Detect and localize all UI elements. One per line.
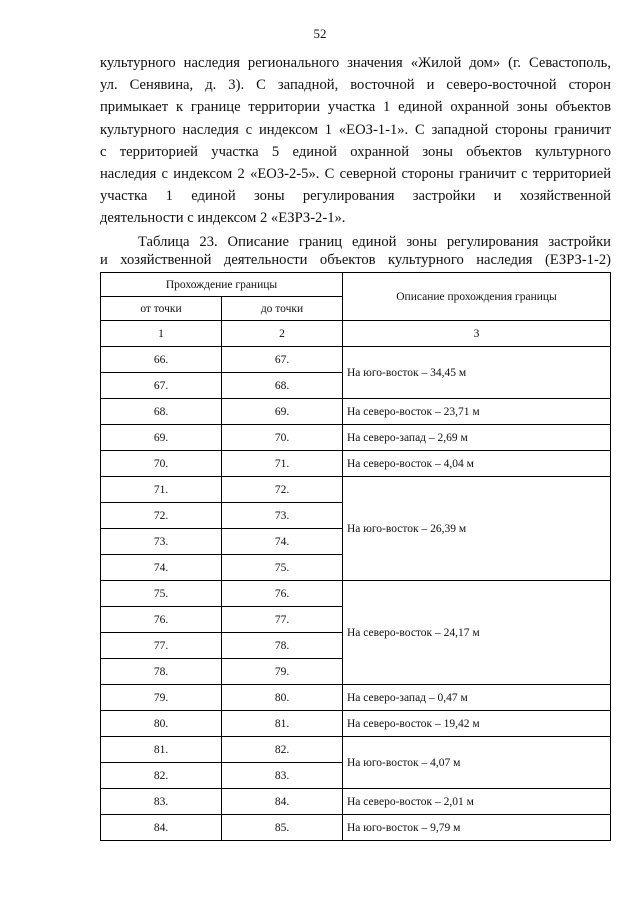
- from-point-cell: 82.: [101, 763, 222, 789]
- body-line: ул. Сенявина, д. 3). С западной, восточной и северо-восточной сторон: [100, 77, 611, 94]
- from-point-cell: 67.: [101, 373, 222, 399]
- table-row: [101, 815, 611, 841]
- page-number: 52: [313, 26, 327, 41]
- description-cell: На северо-восток – 4,04 м: [343, 451, 611, 477]
- from-point-cell: 83.: [101, 789, 222, 815]
- from-point-cell: 79.: [101, 685, 222, 711]
- header-boundary-passage: Прохождение границы: [101, 273, 343, 297]
- from-point-cell: 84.: [101, 815, 222, 841]
- to-point-cell: 77.: [222, 607, 343, 633]
- description-cell: На северо-восток – 2,01 м: [343, 789, 611, 815]
- to-point-cell: 69.: [222, 399, 343, 425]
- from-point-cell: 73.: [101, 529, 222, 555]
- to-point-cell: 83.: [222, 763, 343, 789]
- from-point-cell: 71.: [101, 477, 222, 503]
- from-point-cell: 81.: [101, 737, 222, 763]
- table-row: [101, 451, 611, 477]
- body-line: примыкает к границе территории участка 1 единой охранной зоны объектов: [100, 99, 611, 116]
- to-point-cell: 68.: [222, 373, 343, 399]
- column-index: 1: [101, 321, 222, 347]
- description-cell: На северо-запад – 2,69 м: [343, 425, 611, 451]
- header-from-point: от точки: [101, 297, 222, 321]
- from-point-cell: 69.: [101, 425, 222, 451]
- body-line: участка 1 единой зоны регулирования застройки и хозяйственной: [100, 188, 611, 205]
- to-point-cell: 82.: [222, 737, 343, 763]
- from-point-cell: 80.: [101, 711, 222, 737]
- body-line: наследия с индексом 2 «ЕОЗ-2-5». С северной стороны граничит с территорией: [100, 166, 611, 183]
- header-to-point: до точки: [222, 297, 343, 321]
- to-point-cell: 70.: [222, 425, 343, 451]
- table-row: [101, 477, 611, 503]
- to-point-cell: 76.: [222, 581, 343, 607]
- from-point-cell: 70.: [101, 451, 222, 477]
- body-paragraph: [100, 52, 611, 230]
- description-cell: На северо-восток – 24,17 м: [343, 581, 611, 685]
- to-point-cell: 79.: [222, 659, 343, 685]
- to-point-cell: 75.: [222, 555, 343, 581]
- to-point-cell: 85.: [222, 815, 343, 841]
- table-row: [101, 425, 611, 451]
- to-point-cell: 72.: [222, 477, 343, 503]
- description-cell: На юго-восток – 34,45 м: [343, 347, 611, 399]
- column-index-row: [101, 321, 611, 347]
- from-point-cell: 72.: [101, 503, 222, 529]
- table-row: [101, 737, 611, 763]
- description-cell: На северо-восток – 23,71 м: [343, 399, 611, 425]
- column-index: 3: [343, 321, 611, 347]
- to-point-cell: 84.: [222, 789, 343, 815]
- description-cell: На северо-восток – 19,42 м: [343, 711, 611, 737]
- column-index: 2: [222, 321, 343, 347]
- table-row: [101, 347, 611, 373]
- table-row: [101, 581, 611, 607]
- to-point-cell: 73.: [222, 503, 343, 529]
- table-caption: [100, 233, 611, 269]
- from-point-cell: 66.: [101, 347, 222, 373]
- body-line: деятельности с индексом 2 «ЕЗРЗ-2-1».: [100, 210, 346, 227]
- to-point-cell: 74.: [222, 529, 343, 555]
- description-cell: На юго-восток – 4,07 м: [343, 737, 611, 789]
- from-point-cell: 74.: [101, 555, 222, 581]
- from-point-cell: 76.: [101, 607, 222, 633]
- table-row: [101, 399, 611, 425]
- table-caption-line: Таблица 23. Описание границ единой зоны регулирования застройки: [138, 234, 611, 250]
- to-point-cell: 80.: [222, 685, 343, 711]
- table-body: [101, 347, 611, 841]
- to-point-cell: 71.: [222, 451, 343, 477]
- from-point-cell: 78.: [101, 659, 222, 685]
- description-cell: На северо-запад – 0,47 м: [343, 685, 611, 711]
- table-row: [101, 685, 611, 711]
- body-line: культурного наследия с индексом 1 «ЕОЗ-1-1». С западной стороны граничит: [100, 121, 611, 138]
- body-line: с территорией участка 5 единой охранной зоны объектов культурного: [100, 143, 611, 160]
- body-line: культурного наследия регионального значения «Жилой дом» (г. Севастополь,: [100, 55, 611, 71]
- table-row: [101, 789, 611, 815]
- description-cell: На юго-восток – 26,39 м: [343, 477, 611, 581]
- table-row: [101, 711, 611, 737]
- from-point-cell: 77.: [101, 633, 222, 659]
- to-point-cell: 81.: [222, 711, 343, 737]
- to-point-cell: 67.: [222, 347, 343, 373]
- from-point-cell: 68.: [101, 399, 222, 425]
- header-description: Описание прохождения границы: [343, 273, 611, 321]
- description-cell: На юго-восток – 9,79 м: [343, 815, 611, 841]
- from-point-cell: 75.: [101, 581, 222, 607]
- table-caption-line: и хозяйственной деятельности объектов культурного наследия (ЕЗРЗ-1-2): [100, 252, 611, 268]
- to-point-cell: 78.: [222, 633, 343, 659]
- boundary-table: [100, 272, 611, 841]
